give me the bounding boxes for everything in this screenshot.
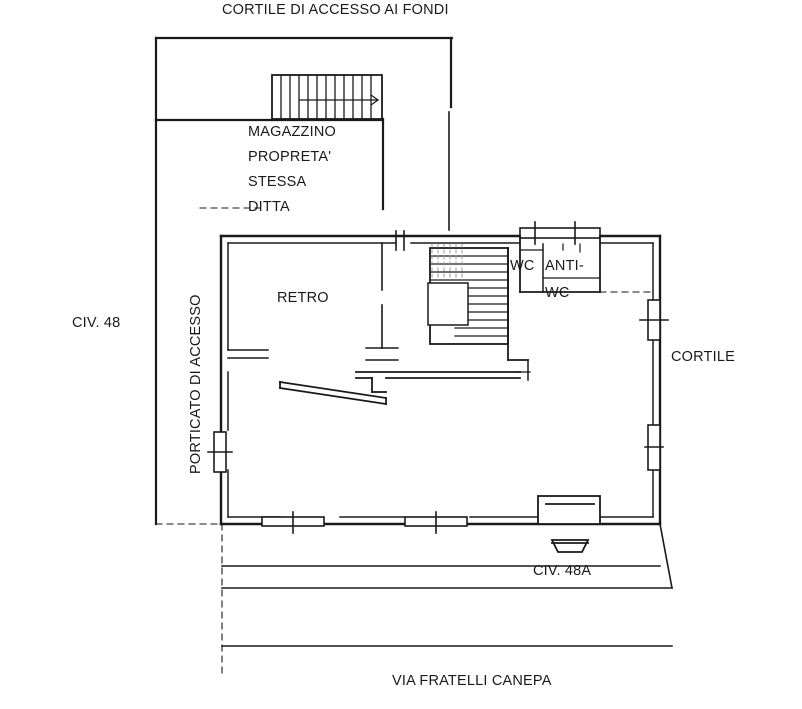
- ramp-diagonal: [280, 382, 386, 404]
- door-left-wall: [228, 350, 268, 358]
- opening-top-wall-right: [520, 222, 600, 244]
- label-top-courtyard: CORTILE DI ACCESSO AI FONDI: [222, 2, 449, 18]
- counter-middle: [356, 372, 520, 392]
- street-corner-right: [660, 524, 672, 588]
- label-anti-wc-line2: WC: [545, 285, 570, 301]
- label-magazzino-line3: STESSA: [248, 174, 307, 190]
- stair-landing: [428, 283, 468, 325]
- stair-upper-outline: [272, 75, 382, 119]
- label-porticato-di-accesso: PORTICATO DI ACCESSO: [188, 294, 204, 474]
- window-bottom-left: [262, 512, 324, 533]
- stair-upper-treads: [281, 75, 371, 119]
- opening-top-wall-left: [396, 231, 404, 250]
- window-right-wall-lower: [645, 425, 663, 470]
- label-cortile-right: CORTILE: [671, 349, 735, 365]
- entrance-civ48a: [538, 496, 600, 552]
- label-retro: RETRO: [277, 290, 329, 306]
- label-civ-48: CIV. 48: [72, 315, 121, 331]
- label-street-name: VIA FRATELLI CANEPA: [392, 673, 552, 689]
- label-magazzino-line2: PROPRETA': [248, 149, 332, 165]
- window-left-wall: [208, 432, 232, 472]
- label-magazzino-line4: DITTA: [248, 199, 290, 215]
- label-magazzino-line1: MAGAZZINO: [248, 124, 336, 140]
- label-anti-wc-line1: ANTI-: [545, 258, 584, 274]
- window-right-wall-upper: [640, 300, 668, 340]
- stair-dashed-hatch: [432, 244, 462, 280]
- stair-upper-arrow: [300, 95, 378, 105]
- window-bottom-mid: [405, 512, 467, 533]
- label-wc: WC: [510, 258, 535, 274]
- label-civ-48a: CIV. 48A: [533, 563, 592, 579]
